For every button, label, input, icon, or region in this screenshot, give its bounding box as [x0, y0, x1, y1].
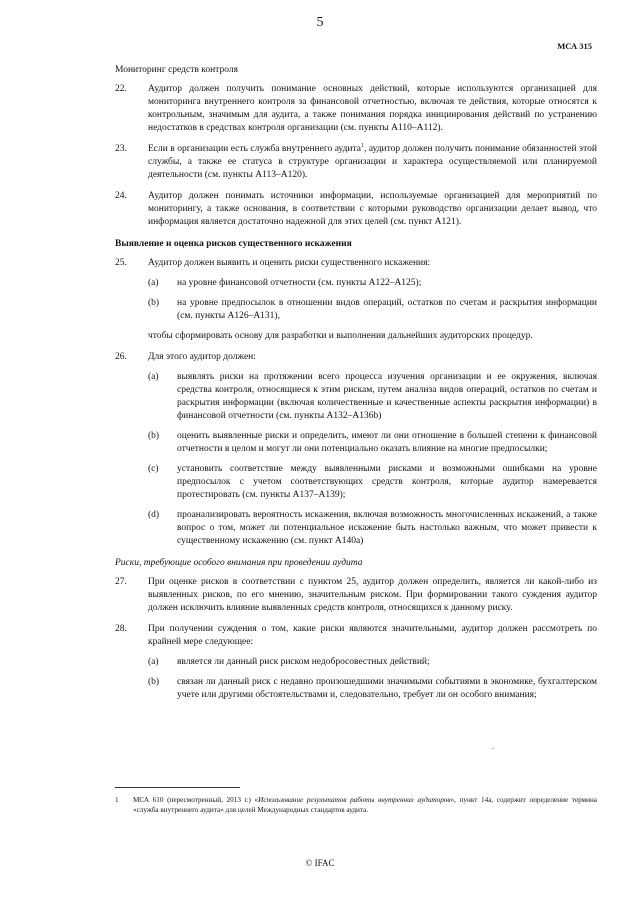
list-item-label: (b) [148, 677, 160, 687]
paragraph-number: 28. [115, 624, 127, 634]
section-heading-significant-risks: Риски, требующие особого внимания при проведении аудита [115, 558, 363, 568]
list-item-label: (a) [148, 278, 159, 288]
paragraph-text: Для этого аудитор должен: [148, 352, 256, 362]
list-item-text: на уровне финансовой отчетности (см. пункты A122–A125); [177, 278, 422, 288]
page-content [115, 64, 597, 710]
list-item-a [148, 371, 597, 423]
footnote [115, 795, 597, 816]
list-item-a [148, 656, 597, 669]
footnote-text-end: », пункт 14a, содержит определение термина «служба внутреннего аудита» для целей Международных стандартов аудита. [133, 796, 598, 815]
list-item-d [148, 509, 597, 548]
paragraph-text: При оценке рисков в соответствии с пунктом 25, аудитор должен определить, является ли какой-либо из выявленных рисков, по его мнению, значительным риском. При формировании такого суждения аудитор должен исключить влияние выявленных средств контроля, относящихся к данному риску. [148, 577, 597, 613]
list-item-a [148, 277, 597, 290]
list-item-text: выявлять риски на протяжении всего процесса изучения организации и ее окружения, включая средства контроля, относящиеся к этим рискам, путем анализа видов операций, остатков по счетам и раскрытия информации (включая количественные и качественные аспекты раскрытия информации) в финансовой отчетности (см. пункты A132–A136b) [177, 372, 597, 421]
list-item-b [148, 430, 597, 456]
section-heading-risk-identification: Выявление и оценка рисков существенного искажения [115, 239, 352, 249]
paragraph-text: При получении суждения о том, какие риски являются значительными, аудитор должен рассмотреть по крайней мере следующее: [148, 624, 597, 647]
paragraph-number: 24. [115, 191, 127, 201]
paragraph-text: Аудитор должен выявить и оценить риски существенного искажения: [148, 258, 431, 268]
paragraph-number: 25. [115, 258, 127, 268]
paragraph-tail: чтобы сформировать основу для разработки и выполнения дальнейших аудиторских процедур. [148, 331, 533, 341]
paragraph-25 [115, 257, 597, 343]
paragraph-number: 22. [115, 84, 127, 94]
list-item-label: (b) [148, 298, 160, 308]
paragraph-number: 26. [115, 352, 127, 362]
footnote-number: 1 [115, 796, 119, 804]
paragraph-text: Аудитор должен понимать источники информации, используемые организацией для мероприятий по мониторингу, а также основания, в соответствии с которыми руководство организации делает вывод, что информация является достаточно надежной для этих целей (см. пункт A121). [148, 191, 597, 227]
list-item-text: установить соответствие между выявленными рисками и возможными ошибками на уровне предпосылок с учетом соответствующих средств контроля, которые аудитор намеревается протестировать (см. пункты A137–A139); [177, 464, 597, 500]
footnote-divider [115, 787, 240, 788]
list-item-label: (c) [148, 464, 159, 474]
paragraph-number: 23. [115, 144, 127, 154]
paragraph-27 [115, 576, 597, 615]
paragraph-24 [115, 190, 597, 229]
document-code: МСА 315 [557, 41, 592, 51]
list-item-text: оценить выявленные риски и определить, имеют ли они отношение в большей степени к финансовой отчетности в целом и могут ли они потенциально оказать влияние на многие предпосылки; [177, 431, 597, 454]
list-item-label: (a) [148, 372, 159, 382]
copyright-footer: © IFAC [305, 858, 335, 868]
list-item-b [148, 676, 597, 702]
list-item-text: связан ли данный риск с недавно произошедшими значимыми событиями в экономике, бухгалтерском учете или другими обстоятельствами и, следовательно, требует ли он особого внимания; [177, 677, 597, 700]
list-item-label: (d) [148, 510, 160, 520]
footnote-text-start: МСА 610 (пересмотренный, 2013 г.) « [133, 796, 259, 804]
paragraph-22 [115, 83, 597, 135]
section-heading-monitoring: Мониторинг средств контроля [115, 65, 238, 75]
page-number: 5 [316, 15, 324, 30]
paragraph-28 [115, 623, 597, 702]
list-item-b [148, 297, 597, 323]
list-item-label: (b) [148, 431, 160, 441]
paragraph-26 [115, 351, 597, 548]
paragraph-23 [115, 143, 597, 182]
paragraph-text-continued: , аудитор должен получить понимание обязанностей этой службы, а также ее статуса в структуре организации и характера осуществляемой или планируемой деятельности (см. пункты A113–A120). [148, 144, 597, 180]
paragraph-text: Аудитор должен получить понимание основных действий, которые используются организацией для мониторинга внутреннего контроля за финансовой отчетностью, включая те действия, которые относятся к контрольным, значимым для аудита, а также понимания порядка инициирования действий по устранению недостатков в средствах контроля организации (см. пункты A110–A112). [148, 84, 597, 133]
list-item-text: является ли данный риск риском недобросовестных действий; [177, 657, 430, 667]
paragraph-text: Если в организации есть служба внутреннего аудита [148, 144, 361, 154]
list-item-label: (a) [148, 657, 159, 667]
footnote-cited-title: Использование результатов работы внутренних аудиторов [258, 796, 451, 804]
scan-speck [492, 748, 494, 749]
list-item-text: на уровне предпосылок в отношении видов операций, остатков по счетам и раскрытия информации (см. пункты A126–A131), [177, 298, 597, 321]
list-item-c [148, 463, 597, 502]
footnote-reference[interactable]: 1 [361, 142, 364, 149]
list-item-text: проанализировать вероятность искажения, включая возможность многочисленных искажений, а также вопрос о том, может ли потенциальное искажение быть настолько важным, что может привести к существенному искажению (см. пункт A140a) [177, 510, 597, 546]
paragraph-number: 27. [115, 577, 127, 587]
footnote-text [115, 795, 597, 816]
